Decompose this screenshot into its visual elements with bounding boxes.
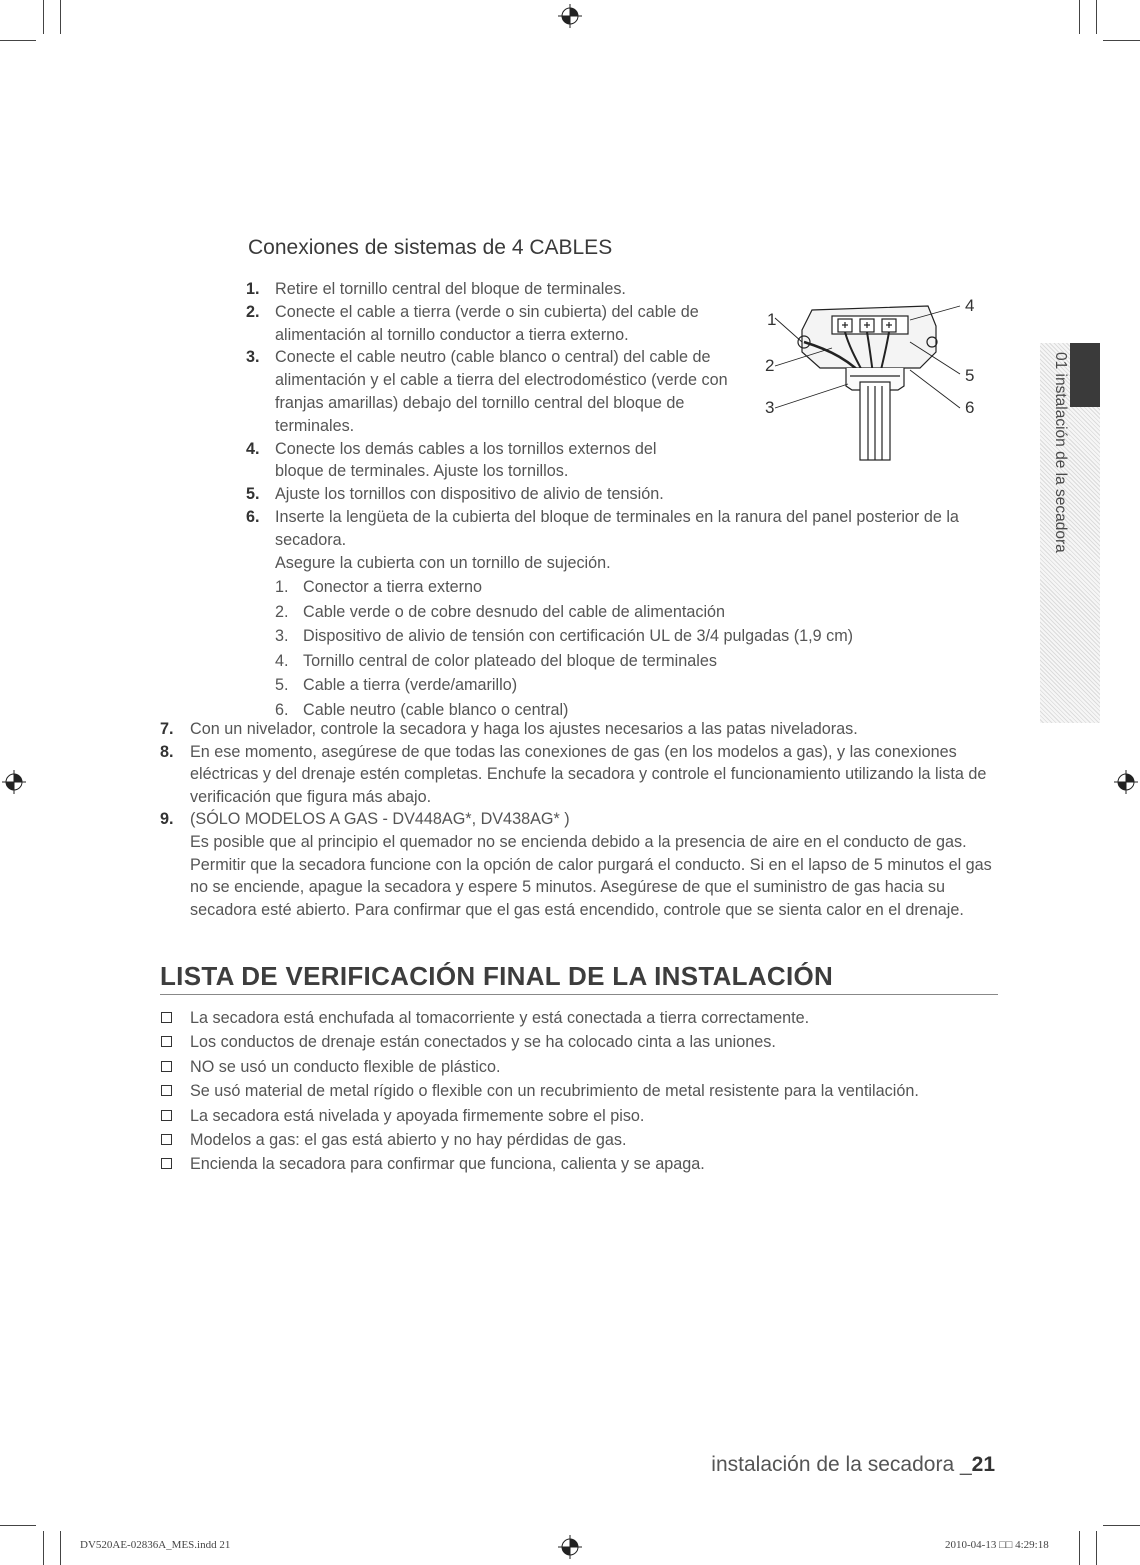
checkbox-icon[interactable] <box>161 1085 172 1096</box>
legend-number: 5. <box>275 676 289 695</box>
step-number: 5. <box>246 485 260 504</box>
step-item <box>160 808 1000 831</box>
side-tab-marker <box>1070 343 1100 723</box>
checklist-item-text: Los conductos de drenaje están conectados y se ha colocado cinta a las uniones. <box>190 1033 776 1052</box>
step-body <box>160 831 1000 921</box>
step-item <box>160 741 1000 809</box>
crop-mark <box>43 1531 44 1565</box>
legend-text: Tornillo central de color plateado del bloque de terminales <box>303 651 717 670</box>
step-number: 8. <box>160 742 174 761</box>
footer-text: instalación de la secadora _ <box>711 1453 972 1476</box>
step-item <box>240 483 1000 506</box>
checkbox-icon[interactable] <box>161 1134 172 1145</box>
diagram-label: 1 <box>767 310 777 329</box>
crop-mark <box>1096 0 1097 34</box>
step-text: Con un nivelador, controle la secadora y haga los ajustes necesarios a las patas niveladoras. <box>190 720 858 738</box>
page-footer <box>711 1453 995 1477</box>
legend-text: Dispositivo de alivio de tensión con certificación UL de 3/4 pulgadas (1,9 cm) <box>303 627 854 646</box>
diagram-label: 5 <box>965 366 975 385</box>
step-text: Conecte el cable a tierra (verde o sin cubierta) del cable de alimentación al tornillo conductor a tierra externo. <box>275 302 699 344</box>
registration-mark-icon <box>558 1535 582 1559</box>
checkbox-icon[interactable] <box>161 1158 172 1169</box>
checklist-title: LISTA DE VERIFICACIÓN FINAL DE LA INSTALACIÓN <box>160 961 998 995</box>
legend-item <box>275 673 1000 698</box>
crop-mark <box>60 0 61 34</box>
checkbox-icon[interactable] <box>161 1061 172 1072</box>
page-number: 21 <box>971 1453 995 1476</box>
crop-mark <box>1103 1525 1140 1526</box>
checklist-item <box>160 1152 1000 1176</box>
step-number: 2. <box>246 302 260 321</box>
crop-mark <box>0 40 36 41</box>
legend-number: 3. <box>275 627 289 646</box>
step-item <box>240 506 1000 552</box>
registration-mark-icon <box>2 770 26 794</box>
legend-number: 4. <box>275 651 289 670</box>
step-text: En ese momento, asegúrese de que todas las conexiones de gas (en los modelos a gas), y las conexiones eléctricas y del drenaje estén completas. Enchufe la secadora y controle el funcionamiento utilizando la lista de verificación que figura más abajo. <box>190 742 987 806</box>
diagram-label: 2 <box>765 356 775 375</box>
diagram-label: 4 <box>965 296 975 315</box>
checklist-item <box>160 1055 1000 1079</box>
legend-list <box>240 575 1000 722</box>
legend-text: Cable verde o de cobre desnudo del cable de alimentación <box>303 602 726 621</box>
step-number: 9. <box>160 810 174 829</box>
step-text: Conecte el cable neutro (cable blanco o central) del cable de alimentación y el cable a tierra del electrodoméstico (verde con franjas amarillas) debajo del tornillo central del bloque de terminales. <box>275 348 728 435</box>
step-text: Inserte la lengüeta de la cubierta del bloque de terminales en la ranura del panel posterior de la secadora. <box>275 507 959 549</box>
crop-mark <box>1079 1531 1080 1565</box>
step-body-text: Es posible que al principio el quemador no se encienda debido a la presencia de aire en el conducto de gas. Permitir que la secadora funcione con la opción de calor purgará el conducto. Si en el lapso de 5 minutos el gas no se enciende, apague la secadora y espere 5 minutos. Asegúrese de que el suministro de gas hacia su secadora esté abierto. Para confirmar que el gas está encendido, controle que se sienta calor en el drenaje. <box>190 832 992 919</box>
checkbox-icon[interactable] <box>161 1012 172 1023</box>
section-title: Conexiones de sistemas de 4 CABLES <box>248 236 613 259</box>
terminal-block-diagram <box>760 290 990 470</box>
crop-mark <box>1103 40 1140 41</box>
legend-text: Cable neutro (cable blanco o central) <box>303 700 569 719</box>
legend-item <box>275 575 1000 600</box>
checklist-item <box>160 1079 1000 1103</box>
crop-mark <box>1096 1531 1097 1565</box>
legend-item <box>275 624 1000 649</box>
step-text: Ajuste los tornillos con dispositivo de alivio de tensión. <box>275 485 664 504</box>
crop-mark <box>0 1525 36 1526</box>
checklist-item-text: La secadora está nivelada y apoyada firmemente sobre el piso. <box>190 1106 645 1125</box>
checklist-item <box>160 1128 1000 1152</box>
step-number: 7. <box>160 720 174 738</box>
legend-text: Cable a tierra (verde/amarillo) <box>303 676 518 695</box>
registration-mark-icon <box>558 4 582 28</box>
step-note: Asegure la cubierta con un tornillo de sujeción. <box>275 553 611 572</box>
diagram-label: 3 <box>765 398 775 417</box>
crop-mark <box>60 1531 61 1565</box>
slug-file: DV520AE-02836A_MES.indd 21 <box>80 1539 231 1551</box>
checklist-item <box>160 1030 1000 1054</box>
step-item <box>160 718 1000 741</box>
legend-text: Conector a tierra externo <box>303 578 483 597</box>
step-number: 3. <box>246 348 260 367</box>
step-number: 6. <box>246 507 260 526</box>
legend-item <box>275 600 1000 625</box>
crop-mark <box>1079 0 1080 34</box>
step-text: (SÓLO MODELOS A GAS - DV448AG*, DV438AG* ) <box>190 810 570 829</box>
checklist-item-text: La secadora está enchufada al tomacorriente y está conectada a tierra correctamente. <box>190 1009 810 1027</box>
step-text: Conecte los demás cables a los tornillos externos del bloque de terminales. Ajuste los tornillos. <box>275 439 657 481</box>
slug-date: 2010-04-13 □□ 4:29:18 <box>945 1539 1049 1551</box>
checklist-item-text: Modelos a gas: el gas está abierto y no hay pérdidas de gas. <box>190 1131 627 1150</box>
checklist <box>160 1006 1000 1177</box>
step-number: 4. <box>246 439 260 458</box>
step-text: Retire el tornillo central del bloque de terminales. <box>275 280 626 298</box>
checklist-item-text: NO se usó un conducto flexible de plástico. <box>190 1057 501 1076</box>
legend-number: 2. <box>275 602 289 621</box>
checkbox-icon[interactable] <box>161 1036 172 1047</box>
side-tab-label: 01 instalación de la secadora <box>1052 352 1069 553</box>
legend-number: 1. <box>275 578 289 597</box>
diagram-label: 6 <box>965 398 975 417</box>
step-number: 1. <box>246 280 260 298</box>
checklist-item-text: Se usó material de metal rígido o flexible con un recubrimiento de metal resistente para la ventilación. <box>190 1082 919 1101</box>
legend-item <box>275 649 1000 674</box>
registration-mark-icon <box>1114 770 1138 794</box>
crop-mark <box>43 0 44 34</box>
checklist-item-text: Encienda la secadora para confirmar que funciona, calienta y se apaga. <box>190 1155 705 1174</box>
steps-list-continued <box>160 718 1000 921</box>
checklist-item <box>160 1006 1000 1030</box>
checklist-item <box>160 1104 1000 1128</box>
checkbox-icon[interactable] <box>161 1110 172 1121</box>
legend-number: 6. <box>275 700 289 719</box>
